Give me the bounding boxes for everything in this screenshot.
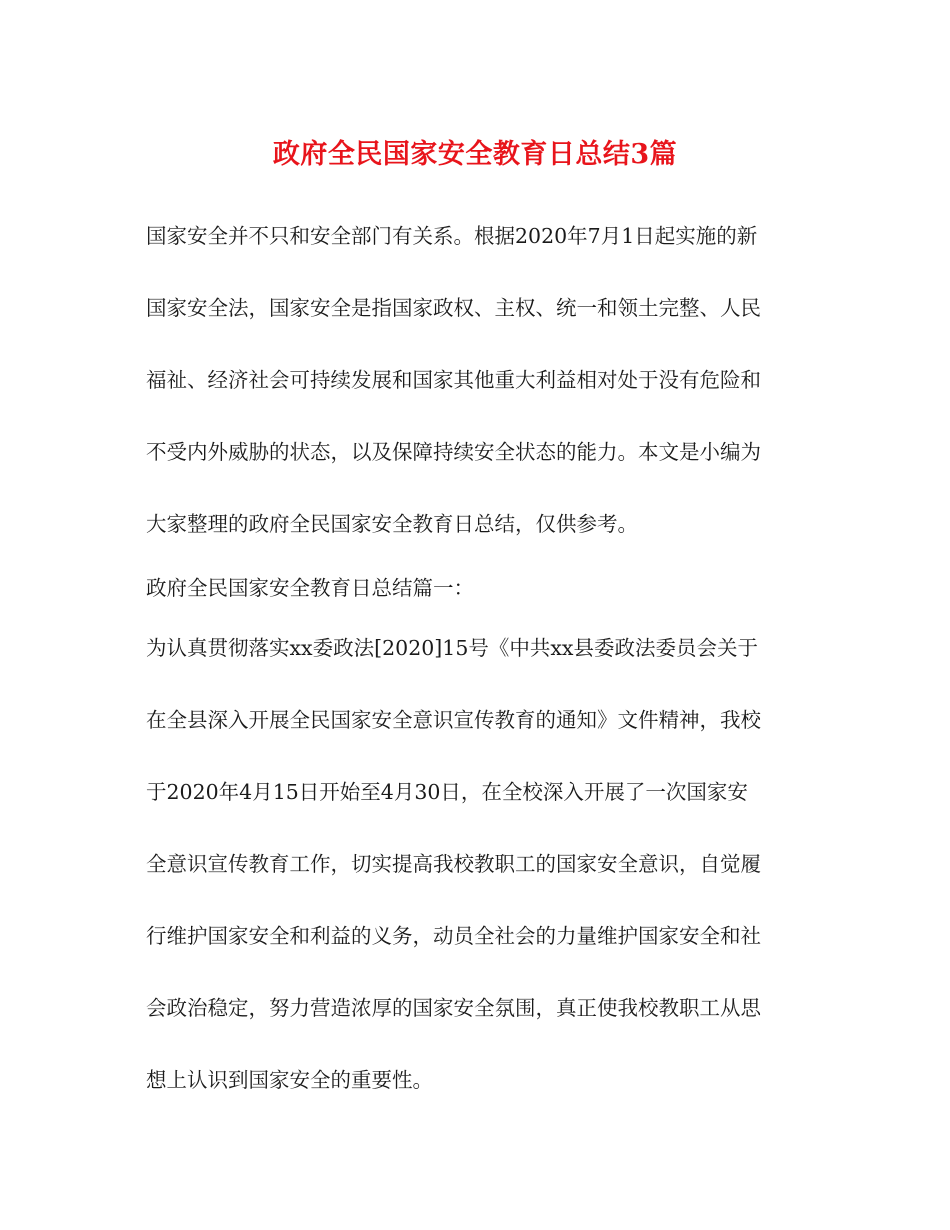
body-line-6: 会政治稳定，努力营造浓厚的国家安全氛围，真正使我校教职工从思: [146, 996, 761, 1020]
document-title: 政府全民国家安全教育日总结3篇: [272, 139, 678, 170]
body-line-3: 于2020年4月15日开始至4月30日，在全校深入开展了一次国家安: [146, 780, 748, 804]
body-line-4: 全意识宣传教育工作，切实提高我校教职工的国家安全意识，自觉履: [146, 852, 761, 876]
body-line-1: 为认真贯彻落实xx委政法[2020]15号《中共xx县委政法委员会关于: [146, 636, 758, 660]
intro-line-3: 福祉、经济社会可持续发展和国家其他重大利益相对处于没有危险和: [146, 368, 761, 392]
body-line-5: 行维护国家安全和利益的义务，动员全社会的力量维护国家安全和社: [146, 924, 761, 948]
intro-line-1: 国家安全并不只和安全部门有关系。根据2020年7月1日起实施的新: [146, 224, 758, 248]
intro-line-2: 国家安全法，国家安全是指国家政权、主权、统一和领土完整、人民: [146, 296, 761, 320]
section-heading: 政府全民国家安全教育日总结篇一：: [146, 576, 474, 600]
body-line-2: 在全县深入开展全民国家安全意识宣传教育的通知》文件精神，我校: [146, 708, 761, 732]
intro-line-5: 大家整理的政府全民国家安全教育日总结，仅供参考。: [146, 512, 638, 536]
intro-line-4: 不受内外威胁的状态，以及保障持续安全状态的能力。本文是小编为: [146, 440, 761, 464]
body-line-7: 想上认识到国家安全的重要性。: [146, 1068, 433, 1092]
